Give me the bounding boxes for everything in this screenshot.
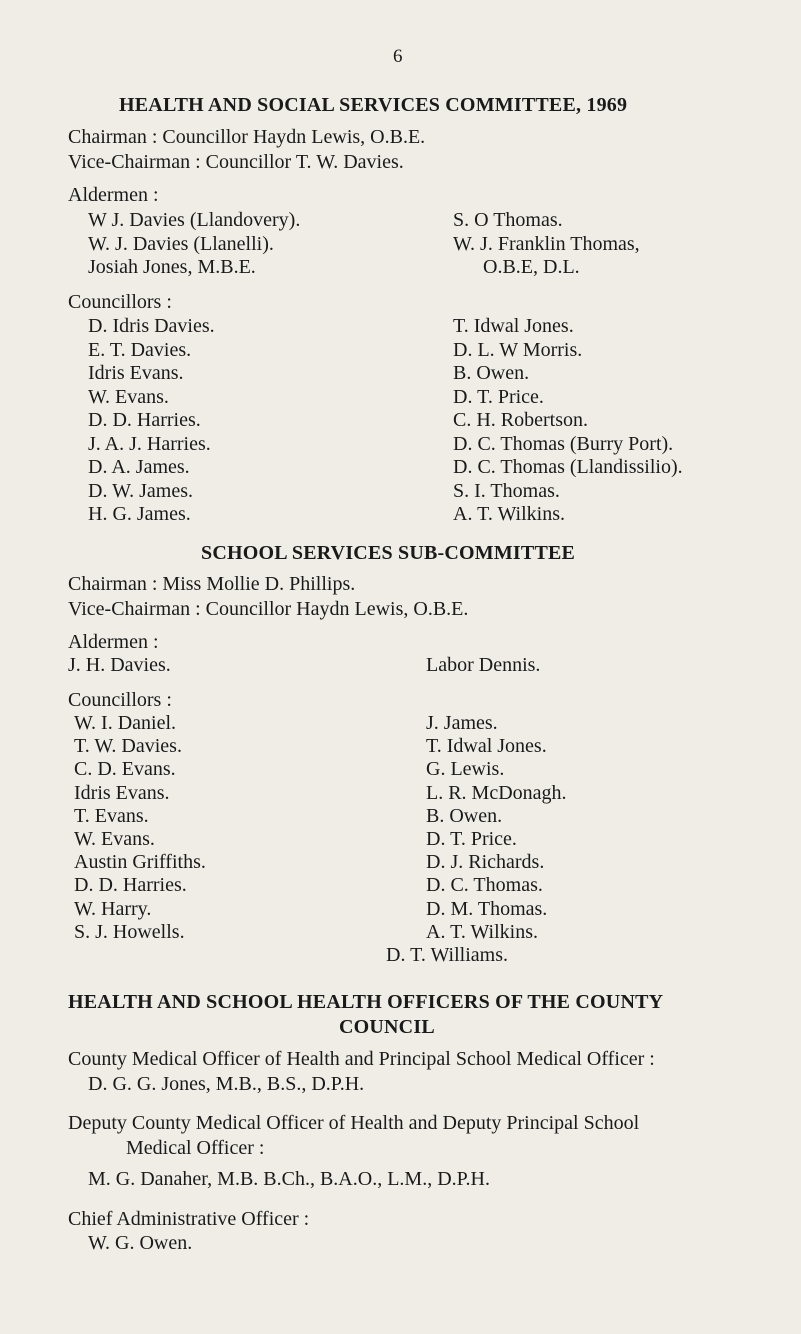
list-item: D. A. James.	[88, 456, 190, 478]
school-aldermen-label: Aldermen :	[68, 631, 159, 653]
admin-role: Chief Administrative Officer :	[68, 1208, 310, 1230]
list-item: B. Owen.	[453, 362, 530, 384]
school-aldermen-left: J. H. Davies.	[68, 654, 171, 676]
list-item: E. T. Davies.	[88, 338, 192, 361]
list-item: T. Idwal Jones.	[453, 315, 574, 337]
school-chairman: Chairman : Miss Mollie D. Phillips.	[68, 573, 356, 595]
list-item: W. J. Davies (Llanelli).	[88, 232, 274, 255]
list-item: A. T. Wilkins.	[426, 920, 538, 943]
list-item: C. D. Evans.	[74, 758, 176, 781]
health-vice-chairman: Vice-Chairman : Councillor T. W. Davies.	[68, 151, 404, 173]
school-vice-chairman: Vice-Chairman : Councillor Haydn Lewis, O.B.E.	[68, 598, 469, 620]
school-councillors-last: D. T. Williams.	[386, 944, 508, 966]
school-councillors-right-list	[426, 711, 567, 943]
list-item: Idris Evans.	[74, 781, 170, 804]
cmo-role: County Medical Officer of Health and Principal School Medical Officer :	[68, 1048, 655, 1070]
health-councillors-label: Councillors :	[68, 291, 172, 313]
list-item: S. J. Howells.	[74, 920, 185, 943]
health-aldermen-left-list	[88, 208, 300, 279]
list-item: J. A. J. Harries.	[88, 432, 211, 455]
admin-name: W. G. Owen.	[88, 1232, 193, 1254]
school-councillors-left-list	[74, 711, 206, 943]
list-item: W. Evans.	[88, 385, 169, 408]
list-item: C. H. Robertson.	[453, 409, 588, 431]
list-item: A. T. Wilkins.	[453, 503, 565, 525]
school-committee-title: SCHOOL SERVICES SUB-COMMITTEE	[201, 542, 576, 564]
health-councillors-left-list	[88, 314, 215, 526]
list-item: D. T. Price.	[426, 827, 517, 850]
list-item: D. C. Thomas.	[426, 874, 543, 897]
school-councillors-label: Councillors :	[68, 689, 172, 711]
list-item: S. I. Thomas.	[453, 479, 560, 502]
health-chairman: Chairman : Councillor Haydn Lewis, O.B.E.	[68, 126, 426, 148]
list-item: Austin Griffiths.	[74, 851, 206, 874]
list-item: H. G. James.	[88, 503, 191, 525]
deputy-role-line1: Deputy County Medical Officer of Health and Deputy Principal School	[68, 1112, 640, 1134]
list-item: Josiah Jones, M.B.E.	[88, 256, 256, 278]
deputy-name: M. G. Danaher, M.B. B.Ch., B.A.O., L.M., D.P.H.	[88, 1168, 490, 1190]
health-aldermen-label: Aldermen :	[68, 184, 159, 206]
list-item: D. C. Thomas (Llandissilio).	[453, 456, 683, 478]
list-item: D. D. Harries.	[88, 409, 201, 431]
list-item: T. Idwal Jones.	[426, 735, 547, 758]
officers-title-line1: HEALTH AND SCHOOL HEALTH OFFICERS OF THE COUNTY	[68, 991, 664, 1013]
list-item: D. M. Thomas.	[426, 897, 548, 920]
school-aldermen-right: Labor Dennis.	[426, 654, 541, 676]
list-item: D. D. Harries.	[74, 874, 187, 897]
page-number: 6	[393, 46, 403, 67]
health-committee-title: HEALTH AND SOCIAL SERVICES COMMITTEE, 1969	[119, 94, 628, 116]
list-item: T. W. Davies.	[74, 735, 182, 758]
list-item: D. J. Richards.	[426, 851, 545, 874]
list-item: J. James.	[426, 712, 498, 734]
list-item: W. I. Daniel.	[74, 712, 177, 734]
deputy-role-line2: Medical Officer :	[126, 1137, 265, 1159]
list-item: T. Evans.	[74, 804, 149, 827]
list-item: Idris Evans.	[88, 362, 184, 384]
list-item: O.B.E, D.L.	[483, 256, 580, 278]
health-aldermen-right-list	[453, 208, 640, 279]
list-item: D. T. Price.	[453, 385, 544, 408]
list-item: L. R. McDonagh.	[426, 781, 567, 804]
list-item: W. Harry.	[74, 897, 152, 920]
list-item: W J. Davies (Llandovery).	[88, 209, 301, 231]
list-item: D. W. James.	[88, 479, 193, 502]
list-item: W. J. Franklin Thomas,	[453, 232, 640, 255]
cmo-name: D. G. G. Jones, M.B., B.S., D.P.H.	[88, 1073, 365, 1095]
list-item: D. C. Thomas (Burry Port).	[453, 432, 674, 455]
list-item: G. Lewis.	[426, 758, 505, 781]
health-councillors-right-list	[453, 314, 683, 526]
list-item: W. Evans.	[74, 827, 155, 850]
list-item: S. O Thomas.	[453, 209, 563, 231]
list-item: B. Owen.	[426, 804, 503, 827]
list-item: D. Idris Davies.	[88, 315, 215, 337]
officers-title-line2: COUNCIL	[339, 1016, 435, 1038]
list-item: D. L. W Morris.	[453, 338, 583, 361]
